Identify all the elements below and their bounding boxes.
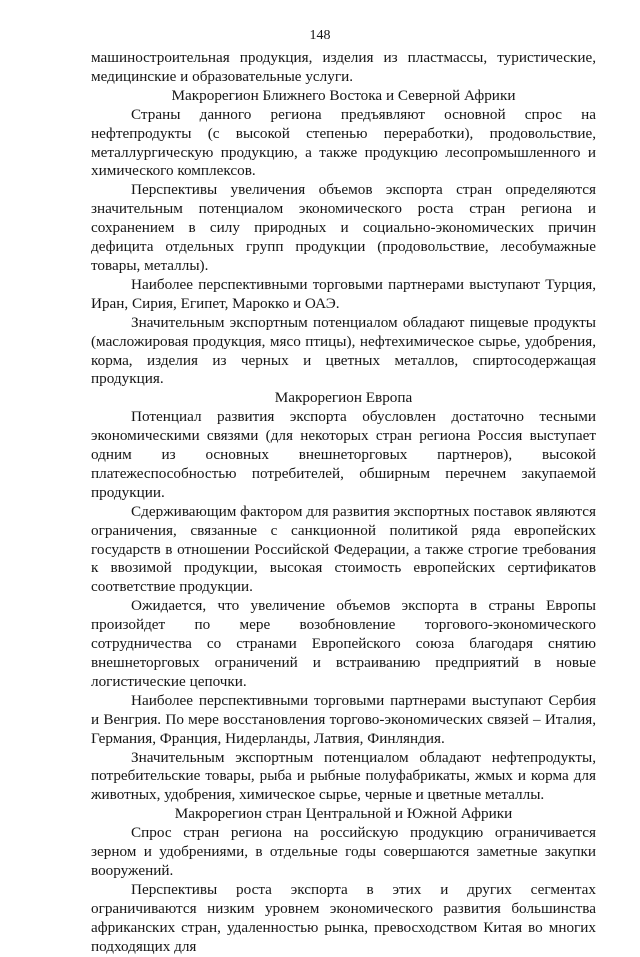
paragraph-expectations-europe: Ожидается, что увеличение объемов экспорта в страны Европы произойдет по мере возобновление торгового-экономического сотрудничества со странами Европейского союза благодаря снятию внешнеторговых ограничений и встраиванию предприятий в новые логистические цепочки. — [91, 597, 596, 690]
paragraph-prospects-africa: Перспективы роста экспорта в этих и других сегментах ограничиваются низким уровнем экономического развития большинства африканских стран, удаленностью рынка, превосходством Китая во многих подходящих для — [91, 880, 596, 955]
paragraph-partners-europe: Наиболее перспективными торговыми партнерами выступают Сербия и Венгрия. По мере восстановления торгово-экономических связей – Италия, Германия, Франция, Нидерланды, Латвия, Финляндия. — [91, 691, 596, 747]
paragraph-prospects-middle-east: Перспективы увеличения объемов экспорта стран определяются значительным потенциалом экономического роста стран региона и сохранением в силу природных и социально-экономических причин дефицита отдельных групп продукции (продовольствие, лесобумажные товары, металлы). — [91, 181, 596, 274]
page-number: 148 — [309, 28, 331, 43]
paragraph-demand-middle-east: Страны данного региона предъявляют основной спрос на нефтепродукты (с высокой степенью переработки), продовольствие, металлургическую продукцию, а также продукцию лесопромышленного и химического комплексов. — [91, 105, 596, 180]
paragraph-potential-middle-east: Значительным экспортным потенциалом обладают пищевые продукты (масложировая продукция, мясо птицы), нефтехимическое сырье, удобрения, корма, изделия из черных и цветных металлов, спиртосодержащая продукция. — [91, 313, 596, 388]
paragraph-products-europe: Значительным экспортным потенциалом обладают нефтепродукты, потребительские товары, рыба и рыбные полуфабрикаты, жмых и корма для животных, удобрения, химическое сырье, черные и цветные металлы. — [91, 748, 596, 804]
paragraph-partners-middle-east: Наиболее перспективными торговыми партнерами выступают Турция, Иран, Сирия, Египет, Марокко и ОАЭ. — [91, 275, 596, 312]
paragraph-continuation: машиностроительная продукция, изделия из пластмассы, туристические, медицинские и образовательные услуги. — [91, 49, 596, 85]
paragraph-potential-europe: Потенциал развития экспорта обусловлен достаточно тесными экономическими связями (для некоторых стран региона Россия выступает одним из основных внешнеторговых партнеров), высокой платежеспособностью потребителей, обширным перечнем закупаемой продукции. — [91, 408, 596, 501]
paragraph-constraints-europe: Сдерживающим фактором для развития экспортных поставок являются ограничения, связанные с санкционной политикой ряда европейских государств в отношении Российской Федерации, а также строгие требования к ввозимой продукции, высокая стоимость европейских сертификатов соответствие продукции. — [91, 502, 596, 596]
section-heading-central-south-africa: Макрорегион стран Центральной и Южной Африки — [174, 805, 513, 823]
section-heading-middle-east-north-africa: Макрорегион Ближнего Востока и Северной Африки — [171, 86, 516, 104]
section-heading-europe: Макрорегион Европа — [274, 389, 413, 407]
document-body — [91, 49, 596, 957]
paragraph-demand-africa: Спрос стран региона на российскую продукцию ограничивается зерном и удобрениями, в отдельные годы совершаются заметные закупки вооружений. — [91, 824, 596, 879]
